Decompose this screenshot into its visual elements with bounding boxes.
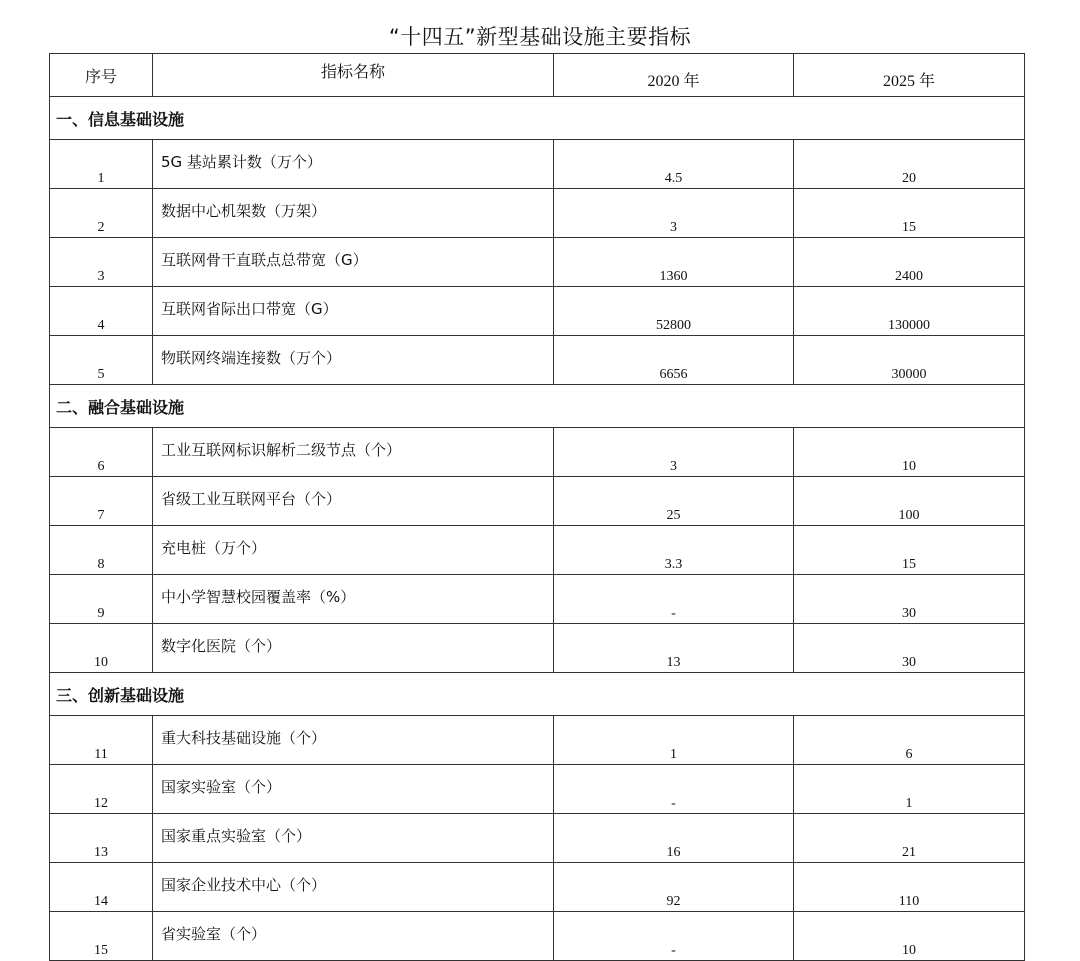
- row-indicator-name: 物联网终端连接数（万个）: [153, 336, 554, 385]
- row-indicator-name: 充电桩（万个）: [153, 526, 554, 575]
- row-value-2020: 1: [554, 716, 794, 765]
- row-value-2020: 92: [554, 863, 794, 912]
- header-row: [50, 54, 1025, 97]
- row-value-2025: 100: [794, 477, 1025, 526]
- row-seq: 9: [50, 575, 153, 624]
- row-value-2025: 6: [794, 716, 1025, 765]
- row-indicator-name: 国家实验室（个）: [153, 765, 554, 814]
- row-seq: 8: [50, 526, 153, 575]
- row-seq: 7: [50, 477, 153, 526]
- row-indicator-name: 国家重点实验室（个）: [153, 814, 554, 863]
- row-indicator-name: 重大科技基础设施（个）: [153, 716, 554, 765]
- table-row: [50, 765, 1025, 814]
- table-row: [50, 189, 1025, 238]
- row-value-2020: 4.5: [554, 140, 794, 189]
- row-value-2025: 15: [794, 526, 1025, 575]
- row-value-2025: 30: [794, 624, 1025, 673]
- row-seq: 15: [50, 912, 153, 961]
- header-name: 指标名称: [153, 54, 554, 97]
- row-indicator-name: 互联网省际出口带宽（G）: [153, 287, 554, 336]
- row-value-2020: 52800: [554, 287, 794, 336]
- row-value-2025: 15: [794, 189, 1025, 238]
- row-value-2025: 110: [794, 863, 1025, 912]
- table-row: [50, 238, 1025, 287]
- row-value-2020: 3: [554, 428, 794, 477]
- row-value-2025: 10: [794, 428, 1025, 477]
- row-value-2025: 30000: [794, 336, 1025, 385]
- section-row: [50, 97, 1025, 140]
- section-heading: 三、创新基础设施: [50, 673, 1025, 716]
- row-seq: 6: [50, 428, 153, 477]
- section-row: [50, 673, 1025, 716]
- row-seq: 4: [50, 287, 153, 336]
- row-indicator-name: 数字化医院（个）: [153, 624, 554, 673]
- row-seq: 14: [50, 863, 153, 912]
- row-value-2020: 13: [554, 624, 794, 673]
- row-indicator-name: 省级工业互联网平台（个）: [153, 477, 554, 526]
- row-indicator-name: 省实验室（个）: [153, 912, 554, 961]
- row-value-2025: 2400: [794, 238, 1025, 287]
- row-value-2020: 25: [554, 477, 794, 526]
- row-value-2020: 6656: [554, 336, 794, 385]
- table-row: [50, 575, 1025, 624]
- section-heading: 一、信息基础设施: [50, 97, 1025, 140]
- row-value-2020: 16: [554, 814, 794, 863]
- table-row: [50, 526, 1025, 575]
- row-seq: 12: [50, 765, 153, 814]
- section-heading: 二、融合基础设施: [50, 385, 1025, 428]
- header-2025: 2025 年: [794, 54, 1025, 97]
- table-row: [50, 716, 1025, 765]
- row-value-2020: -: [554, 765, 794, 814]
- table-row: [50, 477, 1025, 526]
- row-value-2025: 10: [794, 912, 1025, 961]
- row-indicator-name: 国家企业技术中心（个）: [153, 863, 554, 912]
- table-row: [50, 140, 1025, 189]
- row-value-2020: 3.3: [554, 526, 794, 575]
- row-indicator-name: 数据中心机架数（万架）: [153, 189, 554, 238]
- row-value-2025: 1: [794, 765, 1025, 814]
- row-value-2025: 130000: [794, 287, 1025, 336]
- row-indicator-name: 互联网骨干直联点总带宽（G）: [153, 238, 554, 287]
- table-row: [50, 863, 1025, 912]
- table-title: “十四五”新型基础设施主要指标: [388, 25, 692, 49]
- indicator-table: [49, 53, 1025, 961]
- row-seq: 3: [50, 238, 153, 287]
- row-value-2020: 1360: [554, 238, 794, 287]
- header-2020: 2020 年: [554, 54, 794, 97]
- row-value-2020: -: [554, 575, 794, 624]
- table-row: [50, 287, 1025, 336]
- row-value-2020: 3: [554, 189, 794, 238]
- row-indicator-name: 工业互联网标识解析二级节点（个）: [153, 428, 554, 477]
- row-value-2025: 20: [794, 140, 1025, 189]
- table-row: [50, 428, 1025, 477]
- table-row: [50, 814, 1025, 863]
- row-seq: 10: [50, 624, 153, 673]
- row-seq: 2: [50, 189, 153, 238]
- header-seq: 序号: [50, 54, 153, 97]
- row-value-2025: 30: [794, 575, 1025, 624]
- row-indicator-name: 中小学智慧校园覆盖率（%）: [153, 575, 554, 624]
- table-row: [50, 624, 1025, 673]
- row-seq: 5: [50, 336, 153, 385]
- row-indicator-name: 5G 基站累计数（万个）: [153, 140, 554, 189]
- row-seq: 1: [50, 140, 153, 189]
- row-seq: 11: [50, 716, 153, 765]
- section-row: [50, 385, 1025, 428]
- table-row: [50, 336, 1025, 385]
- table-row: [50, 912, 1025, 961]
- row-value-2020: -: [554, 912, 794, 961]
- row-seq: 13: [50, 814, 153, 863]
- row-value-2025: 21: [794, 814, 1025, 863]
